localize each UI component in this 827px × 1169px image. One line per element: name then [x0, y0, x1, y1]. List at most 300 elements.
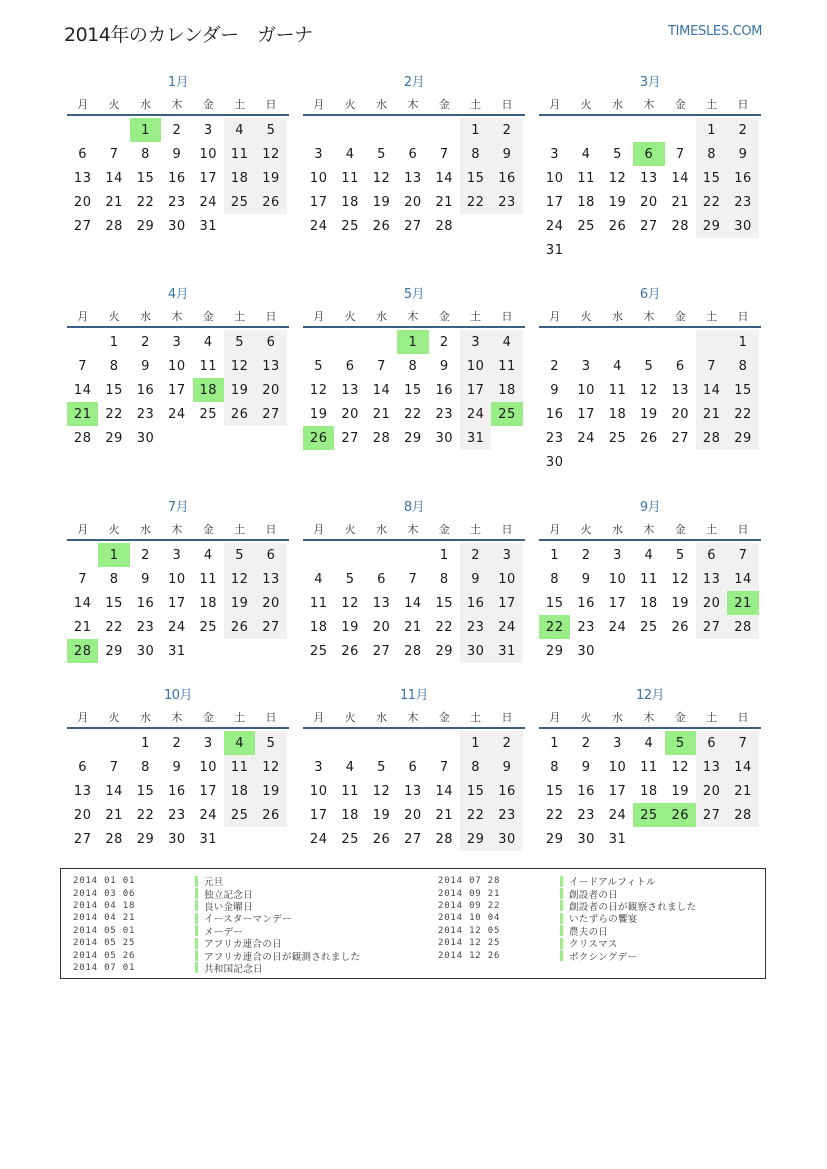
- day-cell: 9: [460, 567, 491, 591]
- holiday-row: [73, 900, 360, 912]
- day-cell: 13: [341, 382, 359, 398]
- day-cell: 13: [404, 783, 422, 799]
- day-cell: 24: [545, 218, 564, 234]
- day-grid: [539, 330, 761, 474]
- day-cell: 28: [105, 218, 123, 234]
- day-grid: [303, 118, 525, 238]
- day-cell: 24: [168, 406, 186, 422]
- day-cell: 16: [545, 406, 564, 422]
- day-cell: 16: [491, 166, 522, 190]
- weekday-label: 木: [643, 98, 655, 111]
- empty-cell: [633, 118, 664, 142]
- day-cell: 24: [491, 615, 522, 639]
- weekday-label: 金: [202, 711, 214, 724]
- weekday-label: 金: [438, 310, 450, 323]
- day-cell: 20: [372, 619, 391, 635]
- weekday-label: 木: [171, 310, 183, 323]
- day-cell: 27: [696, 803, 727, 827]
- header-rule: [539, 539, 761, 541]
- day-cell: 31: [491, 639, 522, 663]
- empty-cell: [67, 118, 98, 142]
- day-grid: [539, 543, 761, 663]
- weekday-label: 金: [202, 523, 214, 536]
- day-cell: 25: [608, 430, 627, 446]
- day-cell: 3: [491, 543, 522, 567]
- day-cell: 11: [199, 571, 218, 587]
- holiday-name: ボクシングデー: [569, 951, 638, 963]
- day-cell: 20: [640, 194, 658, 210]
- weekday-label: 月: [313, 523, 325, 536]
- day-cell: 14: [696, 378, 727, 402]
- day-cell: 28: [727, 803, 758, 827]
- holiday-row: [73, 925, 360, 937]
- month-12: [539, 687, 761, 851]
- day-cell: 31: [168, 643, 186, 659]
- day-cell: 20: [73, 807, 92, 823]
- day-cell: 16: [168, 170, 186, 186]
- month-title: 10月: [163, 688, 193, 703]
- day-cell: 1: [550, 547, 560, 563]
- empty-cell: [303, 731, 334, 755]
- day-cell: 10: [608, 759, 627, 775]
- day-cell: 10: [168, 358, 186, 374]
- weekday-label: 火: [108, 711, 120, 724]
- weekday-label: 水: [611, 310, 623, 323]
- day-cell: 27: [671, 430, 690, 446]
- day-cell: 7: [439, 759, 449, 775]
- empty-cell: [67, 543, 98, 567]
- day-cell: 21: [435, 807, 454, 823]
- weekday-label: 火: [580, 711, 592, 724]
- month-title: 6月: [639, 287, 661, 302]
- day-cell: 20: [404, 807, 422, 823]
- day-cell: 25: [341, 218, 359, 234]
- day-cell: 24: [199, 194, 218, 210]
- day-cell: 17: [199, 783, 218, 799]
- day-cell: 8: [460, 142, 491, 166]
- day-cell: 28: [73, 430, 92, 446]
- day-cell: 25: [309, 643, 328, 659]
- day-cell: 27: [255, 615, 286, 639]
- empty-cell: [539, 330, 570, 354]
- weekday-header: [67, 304, 289, 326]
- day-cell: 19: [224, 378, 255, 402]
- day-grid: [303, 731, 525, 851]
- day-cell: 2: [581, 547, 591, 563]
- site-logo-link[interactable]: TIMESLES.COM: [668, 24, 763, 39]
- day-cell: 23: [545, 430, 564, 446]
- day-cell: 16: [136, 595, 155, 611]
- day-cell: 18: [608, 406, 627, 422]
- month-4: [67, 286, 289, 450]
- day-cell: 21: [404, 619, 422, 635]
- empty-cell: [67, 330, 98, 354]
- day-cell: 3: [613, 735, 622, 751]
- day-cell: 14: [105, 170, 123, 186]
- day-cell: 5: [255, 118, 286, 142]
- day-cell: 24: [168, 619, 186, 635]
- day-cell: 20: [696, 779, 727, 803]
- weekday-label: 木: [407, 523, 419, 536]
- weekday-header: [303, 705, 525, 727]
- day-cell: 1: [109, 334, 119, 350]
- header-rule: [539, 114, 761, 116]
- weekday-label: 火: [108, 310, 120, 323]
- day-cell: 2: [172, 735, 182, 751]
- day-cell: 11: [608, 382, 627, 398]
- day-cell: 8: [460, 755, 491, 779]
- day-cell: 11: [577, 170, 595, 186]
- empty-cell: [397, 731, 428, 755]
- holiday-marker: [195, 876, 198, 887]
- day-cell: 26: [671, 619, 690, 635]
- day-cell: 27: [372, 643, 391, 659]
- day-cell: 13: [73, 170, 92, 186]
- weekday-label: 月: [77, 310, 89, 323]
- weekday-label: 土: [470, 98, 482, 111]
- weekday-label: 土: [470, 711, 482, 724]
- day-cell: 4: [644, 547, 654, 563]
- weekday-header: [539, 304, 761, 326]
- day-cell: 26: [372, 218, 391, 234]
- day-cell: 18: [491, 378, 522, 402]
- day-cell: 6: [345, 358, 355, 374]
- day-cell: 16: [136, 382, 155, 398]
- holiday-date: 2014 09 22: [438, 900, 501, 911]
- holiday-row: [73, 912, 360, 924]
- weekday-label: 火: [580, 98, 592, 111]
- weekday-label: 月: [549, 98, 561, 111]
- holiday-list-left: [73, 875, 360, 974]
- holiday-day-cell: 4: [224, 731, 255, 755]
- day-cell: 29: [105, 430, 123, 446]
- weekday-label: 日: [265, 310, 277, 323]
- holiday-name: 元旦: [204, 877, 224, 889]
- holiday-list: [60, 868, 766, 979]
- weekday-label: 水: [611, 98, 623, 111]
- holiday-list-right: [438, 875, 696, 962]
- weekday-header: [67, 517, 289, 539]
- day-cell: 28: [372, 430, 391, 446]
- empty-cell: [366, 543, 397, 567]
- day-cell: 1: [439, 547, 449, 563]
- day-cell: 6: [255, 543, 286, 567]
- day-cell: 24: [309, 218, 328, 234]
- day-cell: 28: [404, 643, 422, 659]
- month-title: 7月: [167, 500, 189, 515]
- day-cell: 1: [460, 731, 491, 755]
- day-cell: 9: [439, 358, 449, 374]
- day-grid: [539, 731, 761, 851]
- day-cell: 13: [255, 354, 286, 378]
- weekday-label: 月: [77, 711, 89, 724]
- day-cell: 24: [199, 807, 218, 823]
- day-cell: 4: [644, 735, 654, 751]
- day-cell: 25: [199, 619, 218, 635]
- day-cell: 7: [727, 543, 758, 567]
- empty-cell: [633, 330, 664, 354]
- weekday-label: 水: [139, 310, 151, 323]
- holiday-date: 2014 05 25: [73, 938, 136, 949]
- weekday-label: 金: [202, 98, 214, 111]
- month-title: 11月: [399, 688, 429, 703]
- weekday-header: [303, 304, 525, 326]
- holiday-name: イードアルフィトル: [569, 877, 656, 889]
- day-cell: 10: [491, 567, 522, 591]
- day-cell: 28: [435, 831, 454, 847]
- month-3: [539, 74, 761, 262]
- day-cell: 31: [460, 426, 491, 450]
- day-cell: 12: [341, 595, 359, 611]
- holiday-name: 創設者の日: [569, 889, 619, 901]
- empty-cell: [570, 118, 601, 142]
- empty-cell: [665, 118, 696, 142]
- day-cell: 13: [696, 755, 727, 779]
- empty-cell: [98, 731, 129, 755]
- day-cell: 7: [377, 358, 386, 374]
- day-cell: 13: [255, 567, 286, 591]
- weekday-label: 月: [549, 310, 561, 323]
- day-cell: 30: [136, 643, 155, 659]
- day-cell: 19: [309, 406, 328, 422]
- day-cell: 25: [224, 803, 255, 827]
- day-cell: 16: [577, 783, 595, 799]
- holiday-row: [438, 912, 696, 924]
- holiday-marker: [195, 925, 198, 936]
- holiday-row: [73, 949, 360, 961]
- month-5: [303, 286, 525, 450]
- weekday-label: 木: [171, 98, 183, 111]
- day-cell: 22: [136, 807, 155, 823]
- holiday-name: メーデー: [204, 926, 244, 938]
- weekday-label: 火: [344, 711, 356, 724]
- weekday-label: 日: [501, 310, 513, 323]
- day-cell: 30: [727, 214, 758, 238]
- day-cell: 27: [255, 402, 286, 426]
- holiday-date: 2014 03 06: [73, 888, 136, 899]
- day-cell: 27: [640, 218, 658, 234]
- weekday-label: 水: [139, 711, 151, 724]
- weekday-label: 月: [77, 98, 89, 111]
- day-cell: 31: [608, 831, 627, 847]
- day-cell: 15: [696, 166, 727, 190]
- day-cell: 20: [696, 591, 727, 615]
- weekday-header: [67, 92, 289, 114]
- day-cell: 4: [491, 330, 522, 354]
- day-cell: 22: [136, 194, 155, 210]
- header-rule: [303, 539, 525, 541]
- day-cell: 29: [404, 430, 422, 446]
- day-cell: 6: [696, 543, 727, 567]
- day-cell: 21: [671, 194, 690, 210]
- day-cell: 30: [168, 218, 186, 234]
- holiday-name: アフリカ連合の日: [204, 939, 282, 951]
- empty-cell: [67, 731, 98, 755]
- weekday-label: 木: [643, 310, 655, 323]
- holiday-date: 2014 09 21: [438, 888, 501, 899]
- weekday-label: 金: [674, 310, 686, 323]
- day-cell: 30: [460, 639, 491, 663]
- empty-cell: [98, 118, 129, 142]
- weekday-label: 水: [611, 711, 623, 724]
- holiday-name: 創設者の日が観察されました: [569, 901, 697, 913]
- day-cell: 4: [203, 547, 213, 563]
- day-cell: 18: [224, 779, 255, 803]
- holiday-marker: [560, 925, 563, 936]
- day-cell: 6: [255, 330, 286, 354]
- day-cell: 12: [608, 170, 627, 186]
- day-cell: 3: [314, 146, 324, 162]
- day-cell: 4: [224, 118, 255, 142]
- holiday-name: 共和国記念日: [204, 963, 263, 975]
- day-cell: 17: [545, 194, 564, 210]
- header-rule: [67, 326, 289, 328]
- day-cell: 13: [404, 170, 422, 186]
- weekday-label: 水: [611, 523, 623, 536]
- day-cell: 13: [696, 567, 727, 591]
- day-cell: 17: [309, 194, 328, 210]
- day-cell: 29: [545, 643, 564, 659]
- day-cell: 27: [404, 831, 422, 847]
- day-cell: 31: [545, 242, 564, 258]
- weekday-header: [539, 92, 761, 114]
- day-cell: 12: [671, 759, 690, 775]
- day-cell: 20: [671, 406, 690, 422]
- day-cell: 16: [168, 783, 186, 799]
- day-cell: 5: [675, 547, 685, 563]
- holiday-day-cell: 1: [397, 330, 428, 354]
- day-cell: 14: [671, 170, 690, 186]
- holiday-marker: [195, 900, 198, 911]
- day-cell: 9: [172, 146, 182, 162]
- day-cell: 9: [491, 142, 522, 166]
- day-cell: 7: [78, 571, 88, 587]
- holiday-row: [73, 875, 360, 887]
- day-cell: 23: [577, 807, 595, 823]
- day-cell: 20: [255, 378, 286, 402]
- holiday-marker: [195, 962, 198, 973]
- day-cell: 8: [727, 354, 758, 378]
- day-cell: 11: [491, 354, 522, 378]
- day-cell: 7: [675, 146, 685, 162]
- empty-cell: [303, 330, 334, 354]
- empty-cell: [303, 543, 334, 567]
- holiday-row: [438, 949, 696, 961]
- day-cell: 10: [460, 354, 491, 378]
- empty-cell: [539, 118, 570, 142]
- weekday-label: 金: [674, 711, 686, 724]
- day-cell: 15: [136, 170, 155, 186]
- day-cell: 16: [491, 779, 522, 803]
- day-cell: 11: [341, 170, 359, 186]
- day-cell: 27: [404, 218, 422, 234]
- day-cell: 27: [696, 615, 727, 639]
- empty-cell: [366, 731, 397, 755]
- day-cell: 15: [545, 783, 564, 799]
- holiday-row: [438, 887, 696, 899]
- empty-cell: [397, 543, 428, 567]
- day-cell: 19: [608, 194, 627, 210]
- header-rule: [67, 539, 289, 541]
- holiday-day-cell: 22: [539, 615, 570, 639]
- weekday-label: 金: [438, 98, 450, 111]
- month-7: [67, 499, 289, 663]
- weekday-label: 木: [171, 711, 183, 724]
- day-cell: 6: [377, 571, 386, 587]
- holiday-row: [73, 962, 360, 974]
- day-cell: 8: [550, 571, 560, 587]
- day-cell: 2: [491, 731, 522, 755]
- day-cell: 4: [345, 146, 355, 162]
- day-cell: 17: [608, 783, 627, 799]
- weekday-label: 日: [737, 711, 749, 724]
- day-cell: 26: [372, 831, 391, 847]
- day-cell: 1: [460, 118, 491, 142]
- weekday-label: 水: [139, 523, 151, 536]
- day-cell: 2: [460, 543, 491, 567]
- page-title: 2014年のカレンダー ガーナ: [64, 24, 313, 46]
- day-cell: 11: [640, 571, 658, 587]
- day-cell: 25: [341, 831, 359, 847]
- weekday-label: 月: [313, 310, 325, 323]
- day-cell: 9: [581, 759, 591, 775]
- day-cell: 21: [73, 619, 92, 635]
- holiday-name: アフリカ連合の日が観測されました: [204, 951, 361, 963]
- day-cell: 5: [613, 146, 622, 162]
- day-cell: 14: [73, 382, 92, 398]
- holiday-day-cell: 21: [67, 402, 98, 426]
- holiday-marker: [560, 938, 563, 949]
- day-cell: 29: [460, 827, 491, 851]
- weekday-label: 日: [737, 98, 749, 111]
- weekday-label: 水: [375, 98, 387, 111]
- day-cell: 25: [577, 218, 595, 234]
- weekday-header: [303, 92, 525, 114]
- empty-cell: [334, 330, 365, 354]
- day-cell: 4: [581, 146, 591, 162]
- day-cell: 4: [613, 358, 622, 374]
- day-cell: 26: [608, 218, 627, 234]
- holiday-row: [438, 925, 696, 937]
- header-rule: [303, 114, 525, 116]
- holiday-date: 2014 07 28: [438, 876, 501, 887]
- month-title: 3月: [639, 75, 661, 90]
- holiday-name: いたずらの饗宴: [569, 914, 638, 926]
- day-cell: 3: [581, 358, 591, 374]
- day-cell: 3: [203, 735, 213, 751]
- weekday-label: 月: [549, 523, 561, 536]
- day-cell: 19: [224, 591, 255, 615]
- day-cell: 11: [640, 759, 658, 775]
- day-cell: 21: [696, 402, 727, 426]
- day-cell: 23: [435, 406, 454, 422]
- holiday-name: クリスマス: [569, 939, 618, 951]
- day-cell: 18: [577, 194, 595, 210]
- day-cell: 28: [671, 218, 690, 234]
- empty-cell: [602, 118, 633, 142]
- day-cell: 22: [105, 619, 123, 635]
- day-cell: 5: [314, 358, 324, 374]
- day-cell: 9: [141, 571, 150, 587]
- day-grid: [67, 543, 289, 663]
- month-title: 4月: [167, 287, 189, 302]
- day-cell: 30: [577, 831, 595, 847]
- day-cell: 2: [727, 118, 758, 142]
- day-cell: 30: [136, 430, 155, 446]
- day-cell: 23: [136, 619, 155, 635]
- month-title: 2月: [403, 75, 425, 90]
- day-cell: 15: [105, 595, 123, 611]
